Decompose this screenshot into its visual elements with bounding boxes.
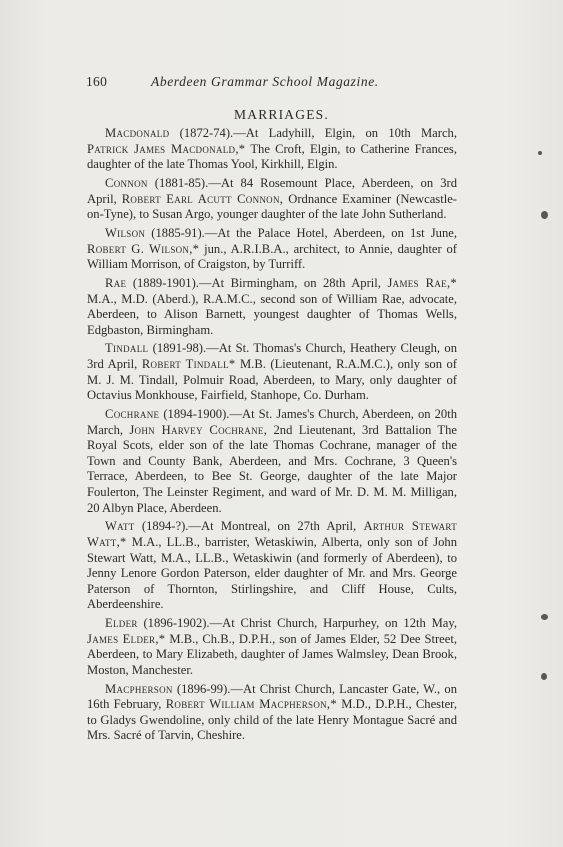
entry-rest: The Croft, Elgin, to Catherine Frances, daughter of the late Thomas Yool, Kirkhill, Elgin. xyxy=(87,141,457,172)
entry-text: (1894-1900).—At St. James's Church, Aberdeen, on 20th March, xyxy=(87,407,457,437)
entry-rest: M.A., LL.B., barrister, Wetaskiwin, Alberta, only son of John Stewart Watt, M.A., LL.B., Wetaskiwin (and formerly of Aberdeen), to Jenny Lenore Gordon Paterson, elder daughter of Mr. and Mrs. George Paterson of Thornton, Stirlingshire, and Cliff House, Cults, Aberdeenshire. xyxy=(87,534,457,612)
entry-name: Robert Earl Acutt Connon, xyxy=(121,191,284,206)
entry-text: (1872-74).—At Ladyhill, Elgin, on 10th March, xyxy=(169,126,457,140)
entry-surname: Elder xyxy=(105,616,138,631)
binding-hole-mark xyxy=(541,673,547,680)
entry-text: (1891-98).—At St. Thomas's Church, Heathery Cleugh, on 3rd April, xyxy=(87,341,457,372)
entry-surname: Rae xyxy=(105,275,127,290)
marriages-list xyxy=(87,126,457,747)
entry-surname: Macpherson xyxy=(105,681,173,696)
marriage-entry xyxy=(87,226,457,273)
entry-text: (1881-85).—At 84 Rosemount Place, Aberdeen, on 3rd April, xyxy=(87,175,457,206)
marriage-entry xyxy=(87,276,457,338)
entry-name: Robert G. Wilson,* xyxy=(87,241,200,256)
marriage-entry xyxy=(87,407,457,516)
binding-hole-mark xyxy=(541,211,548,219)
running-header xyxy=(86,74,486,92)
entry-rest: Ordnance Examiner (Newcastle-on-Tyne), to Susan Argo, younger daughter of the late John Sutherland. xyxy=(87,191,457,222)
entry-name: Robert Tindall* xyxy=(141,357,236,372)
entry-name: John Harvey Cochrane, xyxy=(129,422,268,437)
entry-text: (1894-?).—At Montreal, on 27th April, xyxy=(134,519,364,534)
binding-hole-mark xyxy=(538,151,542,155)
marriage-entry xyxy=(87,176,457,223)
entry-rest: M.A., M.D. (Aberd.), R.A.M.C., second son of William Rae, advocate, Aberdeen, to Alison Barnett, youngest daughter of Thomas Wells, Edgbaston, Birmingham. xyxy=(87,291,457,337)
entry-text: (1896-1902).—At Christ Church, Harpurhey, on 12th May, xyxy=(137,616,457,631)
marriage-entry xyxy=(87,682,457,744)
entry-name: Patrick James Macdonald,* xyxy=(87,141,246,156)
entry-name: Robert William Macpherson,* xyxy=(165,697,337,712)
marriage-entry xyxy=(87,341,457,403)
running-title: Aberdeen Grammar School Magazine. xyxy=(151,74,379,89)
marriage-entry xyxy=(87,519,457,613)
entry-rest: M.B., Ch.B., D.P.H., son of James Elder, 52 Dee Street, Aberdeen, to Mary Elizabeth, daughter of James Walmsley, Dean Brook, Moston, Manchester. xyxy=(87,631,458,677)
entry-surname: Connon xyxy=(105,175,148,190)
binding-hole-mark xyxy=(541,614,548,620)
entry-rest: M.B. (Lieutenant, R.A.M.C.), only son of M. J. M. Tindall, Polmuir Road, Aberdeen, to Mary, only daughter of Octavius Monkhouse, Fairfield, Stanhope, Co. Durham. xyxy=(87,357,457,403)
entry-rest: M.D., D.P.H., Chester, to Gladys Gwendoline, only child of the late Henry Montague Sacré and Mrs. Sacré of Tarvin, Cheshire. xyxy=(87,697,457,743)
entry-rest: 2nd Lieutenant, 3rd Battalion The Royal Scots, elder son of the late Thomas Cochrane, manager of the Town and County Bank, Aberdeen, and Mrs. Cochrane, 3 Queen's Terrace, Aberdeen, to Bee St. George, daughter of the late Major Foulerton, The Leinster Regiment, and ward of Mr. D. M. M. Milligan, 20 Albyn Place, Aberdeen. xyxy=(87,422,458,515)
entry-name: James Elder,* xyxy=(87,631,166,646)
entry-surname: Watt xyxy=(105,519,135,534)
entry-surname: Cochrane xyxy=(105,407,160,422)
page-number: 160 xyxy=(86,74,108,89)
entry-text: (1885-91).—At the Palace Hotel, Aberdeen, on 1st June, xyxy=(145,225,457,240)
entry-rest: jun., A.R.I.B.A., architect, to Annie, daughter of William Morrison, of Craigston, by Turriff. xyxy=(87,241,458,272)
entry-name: Arthur Stewart Watt,* xyxy=(87,519,457,549)
entry-surname: Tindall xyxy=(105,341,149,356)
entry-surname: Wilson xyxy=(105,225,146,240)
marriage-entry xyxy=(87,126,457,173)
entry-name: James Rae,* xyxy=(387,275,458,290)
marriage-entry xyxy=(87,616,457,678)
entry-text: (1889-1901).—At Birmingham, on 28th April, xyxy=(126,275,388,290)
section-title: MARRIAGES. xyxy=(234,107,329,122)
entry-text: (1896-99).—At Christ Church, Lancaster Gate, W., on 16th February, xyxy=(87,681,457,712)
entry-surname: Macdonald xyxy=(105,126,170,140)
